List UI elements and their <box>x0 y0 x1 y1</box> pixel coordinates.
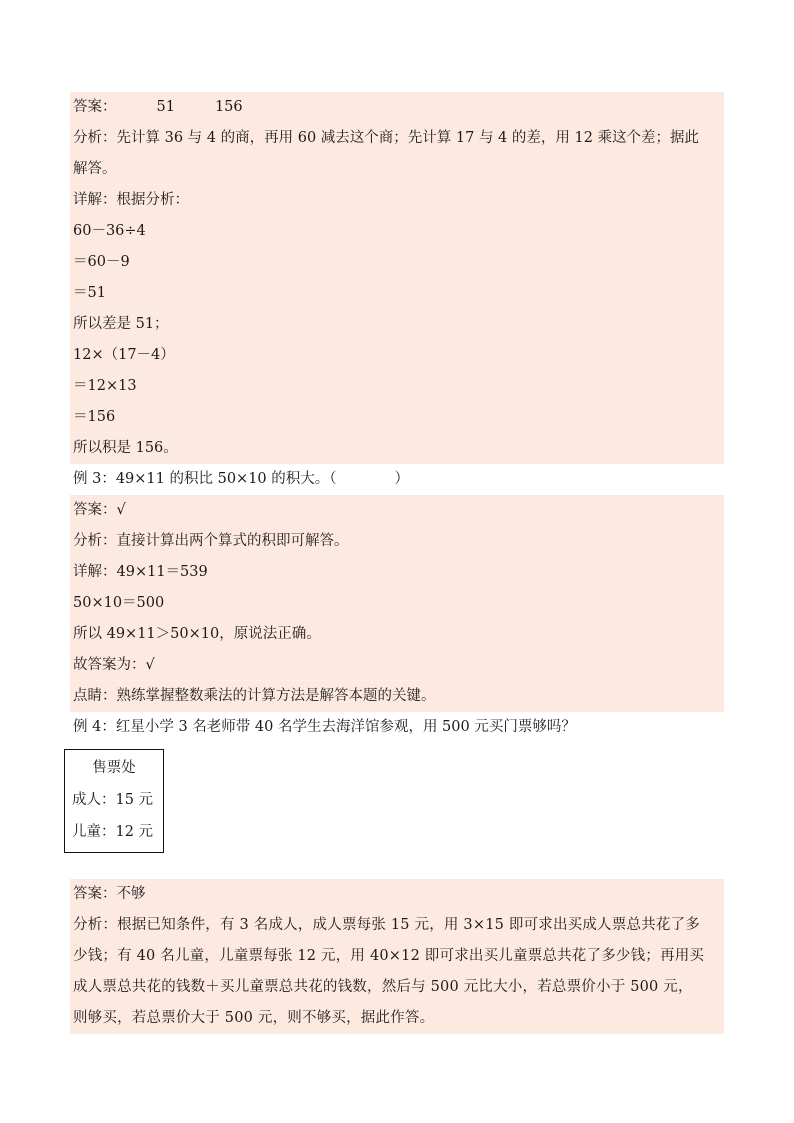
ex3-final-label: 故答案为： <box>73 657 146 673</box>
document-page <box>70 92 724 1034</box>
check-mark: √ <box>116 502 126 518</box>
ex2-detail-line: ＝60－9 <box>70 247 724 278</box>
ticket-price-box <box>64 749 164 853</box>
ex3-answer-label: 答案： <box>73 502 117 518</box>
ex3-question-close: ） <box>394 471 410 487</box>
ticket-adult-price: 成人：15 元 <box>72 792 154 808</box>
ex3-question <box>70 464 724 495</box>
ex3-comment: 点睛：熟练掌握整数乘法的计算方法是解答本题的关键。 <box>70 681 724 712</box>
ex2-detail-line: ＝12×13 <box>70 371 724 402</box>
ex2-detail-line: 12×（17－4） <box>70 340 724 371</box>
ex2-answer-b: 156 <box>214 99 243 115</box>
ex2-analysis-line-2: 解答。 <box>70 154 724 185</box>
ex4-analysis-line: 则够买，若总票价大于 500 元，则不够买，据此作答。 <box>70 1003 724 1034</box>
ex2-answer-a: 51 <box>156 99 175 115</box>
ex2-detail-line: ＝51 <box>70 278 724 309</box>
ticket-figure <box>70 743 724 879</box>
ticket-child-price: 儿童：12 元 <box>72 824 154 840</box>
ex3-final-answer <box>70 650 724 681</box>
ex2-detail-line: 60－36÷4 <box>70 216 724 247</box>
ex2-answer-label: 答案： <box>73 99 117 115</box>
ex3-body-line: 50×10＝500 <box>70 588 724 619</box>
ex2-analysis-line-1: 分析：先计算 36 与 4 的商，再用 60 减去这个商；先计算 17 与 4 的差，用 12 乘这个差；据此 <box>70 123 724 154</box>
ex3-question-text: 例 3：49×11 的积比 50×10 的积大。（ <box>73 471 337 487</box>
ex2-answer-line <box>70 92 724 123</box>
ex4-analysis <box>70 910 724 1034</box>
ex2-detail-line: 所以积是 156。 <box>70 433 724 464</box>
ticket-title: 售票处 <box>92 760 136 776</box>
ex3-body-line: 所以 49×11＞50×10，原说法正确。 <box>70 619 724 650</box>
ex4-analysis-line: 少钱；有 40 名儿童，儿童票每张 12 元，用 40×12 即可求出买儿童票总共花了多少钱；再用买 <box>70 941 724 972</box>
check-mark: √ <box>145 657 155 673</box>
ex3-answer-line <box>70 495 724 526</box>
ex4-analysis-line: 分析：根据已知条件，有 3 名成人，成人票每张 15 元，用 3×15 即可求出买成人票总共花了多 <box>70 910 724 941</box>
ex3-body-line: 分析：直接计算出两个算式的积即可解答。 <box>70 526 724 557</box>
ex4-analysis-line: 成人票总共花的钱数＋买儿童票总共花的钱数，然后与 500 元比大小，若总票价小于 500 元， <box>70 972 724 1003</box>
ex2-detail-line: 详解：根据分析： <box>70 185 724 216</box>
ex2-detail-line: ＝156 <box>70 402 724 433</box>
ex4-answer-line: 答案：不够 <box>70 879 724 910</box>
ex3-body-line: 详解：49×11＝539 <box>70 557 724 588</box>
ex2-detail-line: 所以差是 51； <box>70 309 724 340</box>
ex4-question: 例 4：红星小学 3 名老师带 40 名学生去海洋馆参观，用 500 元买门票够吗？ <box>73 719 576 735</box>
